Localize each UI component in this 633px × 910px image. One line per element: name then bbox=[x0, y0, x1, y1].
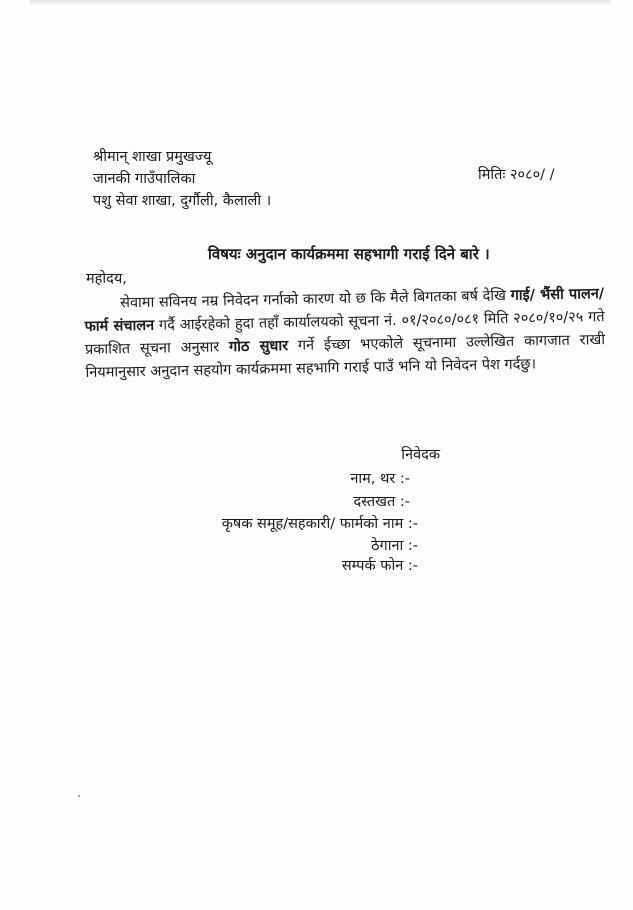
scan-top-edge bbox=[30, 0, 610, 6]
signature-field-label: दस्तखत :- bbox=[353, 494, 410, 510]
group-name-field-label: कृषक समूह/सहकारी/ फार्मको नाम :- bbox=[221, 516, 418, 532]
letter-body bbox=[84, 283, 606, 385]
recipient-line-1: श्रीमान् शाखा प्रमुखज्यू bbox=[93, 149, 212, 165]
salutation: महोदय, bbox=[86, 271, 127, 287]
scan-speck bbox=[78, 795, 80, 797]
address-field-label: ठेगाना :- bbox=[371, 538, 418, 554]
body-text-1: सेवामा सविनय नम्र निवेदन गर्नाको कारण यो छ कि मैले बिगतका बर्ष देखि bbox=[120, 287, 511, 312]
recipient-line-3: पशु सेवा शाखा, दुर्गौली, कैलाली । bbox=[93, 193, 272, 209]
applicant-heading: निवेदक bbox=[401, 447, 440, 463]
body-bold-1: गाई/ भैंसी पालन/फार्म संचालन bbox=[84, 286, 605, 335]
name-field-label: नाम, थर :- bbox=[350, 471, 410, 487]
body-text-3: गर्ने ईच्छा भएकोले सूचनामा उल्लेखित कागजात राखी नियमानुसार अनुदान सहयोग कार्यक्रममा सहभागि गराई पाउँ भनि यो निवेदन पेश गर्दछु। bbox=[85, 332, 606, 381]
letter-subject: विषयः अनुदान कार्यक्रममा सहभागी गराई दिने बारे । bbox=[208, 245, 490, 263]
letter-date: मितिः २०८०/ / bbox=[478, 167, 555, 183]
recipient-line-2: जानकी गाउँपालिका bbox=[93, 171, 196, 187]
body-bold-2: गोठ सुधार bbox=[228, 338, 289, 356]
phone-field-label: सम्पर्क फोन :- bbox=[341, 558, 418, 574]
body-text-2: गर्दै आईरहेको हुदा तहाँ कार्यालयको सूचना नं. ०१/२०८०/०८१ मिति २०८०/१०/२५ गते प्रकाशित सूचना अनुसार bbox=[84, 309, 605, 358]
